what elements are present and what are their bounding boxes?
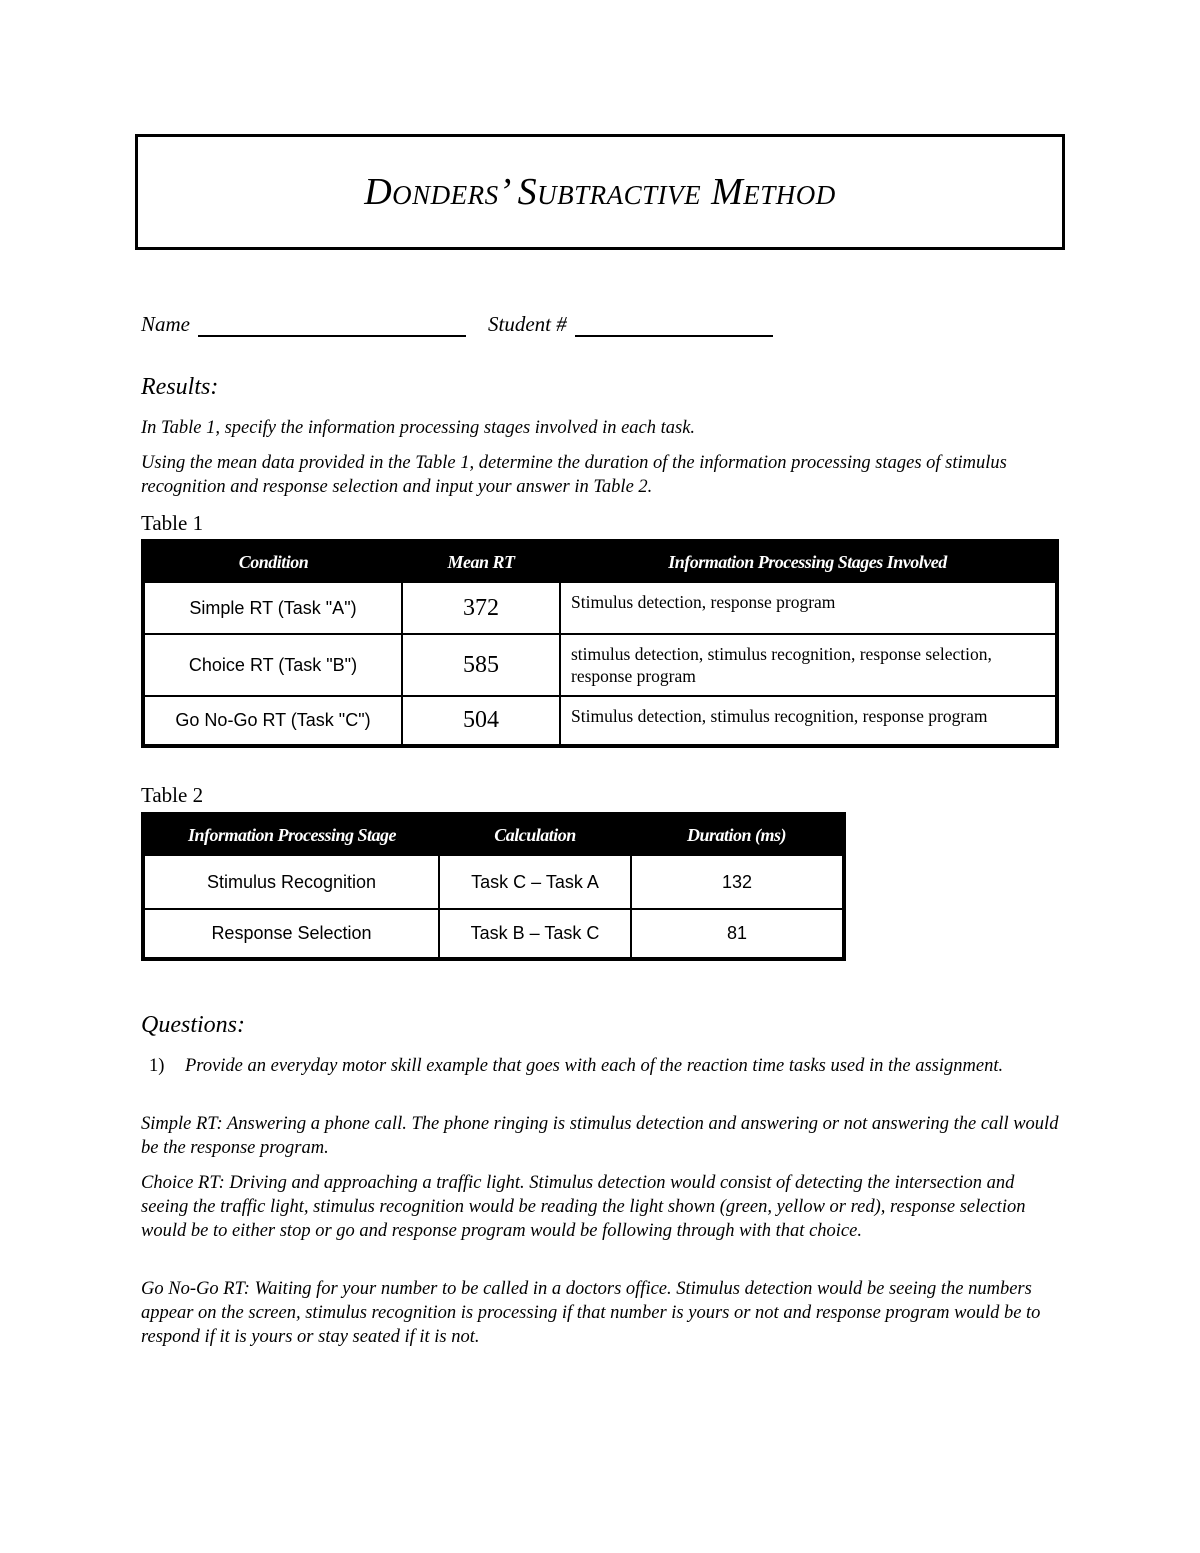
stage-cell: Stimulus Recognition — [143, 855, 439, 909]
stages-cell[interactable]: stimulus detection, stimulus recognition, response selection, response program — [560, 634, 1057, 696]
table2 — [141, 812, 846, 961]
table2-label: Table 2 — [141, 783, 204, 807]
table2-header-duration: Duration (ms) — [631, 814, 844, 855]
name-label: Name — [141, 312, 190, 336]
table1-header-mean-rt: Mean RT — [402, 541, 560, 582]
duration-cell[interactable]: 132 — [631, 855, 844, 909]
name-field[interactable] — [198, 313, 466, 337]
table2-header-stage: Information Processing Stage — [143, 814, 439, 855]
stages-cell[interactable]: Stimulus detection, response program — [560, 582, 1057, 634]
table2-header-row — [143, 814, 844, 855]
instruction-1: In Table 1, specify the information processing stages involved in each task. — [141, 418, 696, 438]
condition-cell: Choice RT (Task "B") — [143, 634, 402, 696]
mean-rt-cell: 504 — [402, 696, 560, 746]
calculation-cell[interactable]: Task B – Task C — [439, 909, 631, 959]
question-number: 1) — [149, 1056, 165, 1076]
table1-header-condition: Condition — [143, 541, 402, 582]
stages-cell[interactable]: Stimulus detection, stimulus recognition, response program — [560, 696, 1057, 746]
instruction-2: Using the mean data provided in the Table 1, determine the duration of the information processing stages of stimulus recognition and response selection and input your answer in Table 2. — [141, 453, 1007, 497]
title-box — [135, 134, 1065, 250]
answer-choice-rt: Choice RT: Driving and approaching a traffic light. Stimulus detection would consist of detecting the intersection and seeing the traffic light, stimulus recognition would be reading the light shown (green, yellow or red), response selection would be to either stop or go and response program would be following through with that choice. — [141, 1173, 1026, 1241]
page-title: Donders’ Subtractive Method — [364, 171, 836, 213]
table-row — [143, 909, 844, 959]
condition-cell: Go No-Go RT (Task "C") — [143, 696, 402, 746]
duration-cell[interactable]: 81 — [631, 909, 844, 959]
table-row — [143, 582, 1057, 634]
condition-cell: Simple RT (Task "A") — [143, 582, 402, 634]
calculation-cell[interactable]: Task C – Task A — [439, 855, 631, 909]
table-row — [143, 634, 1057, 696]
mean-rt-cell: 372 — [402, 582, 560, 634]
table-row — [143, 696, 1057, 746]
table1-header-row — [143, 541, 1057, 582]
mean-rt-cell: 585 — [402, 634, 560, 696]
table1-header-stages: Information Processing Stages Involved — [560, 541, 1057, 582]
question-text: Provide an everyday motor skill example that goes with each of the reaction time tasks used in the assignment. — [185, 1056, 1004, 1076]
name-row — [141, 312, 773, 337]
answer-simple-rt: Simple RT: Answering a phone call. The phone ringing is stimulus detection and answering or not answering the call would be the response program. — [141, 1114, 1059, 1158]
question-1 — [149, 1054, 1049, 1078]
questions-heading: Questions: — [141, 1012, 245, 1038]
student-number-field[interactable] — [575, 313, 773, 337]
answer-go-no-go-rt: Go No-Go RT: Waiting for your number to be called in a doctors office. Stimulus detection would be seeing the numbers appear on the screen, stimulus recognition is processing if that number is yours or not and response program would be to respond if it is yours or stay seated if it is not. — [141, 1279, 1041, 1347]
table2-header-calculation: Calculation — [439, 814, 631, 855]
table-row — [143, 855, 844, 909]
table1-label: Table 1 — [141, 511, 204, 535]
student-number-label: Student # — [488, 312, 567, 336]
table1 — [141, 539, 1059, 748]
stage-cell: Response Selection — [143, 909, 439, 959]
results-heading: Results: — [141, 374, 219, 400]
